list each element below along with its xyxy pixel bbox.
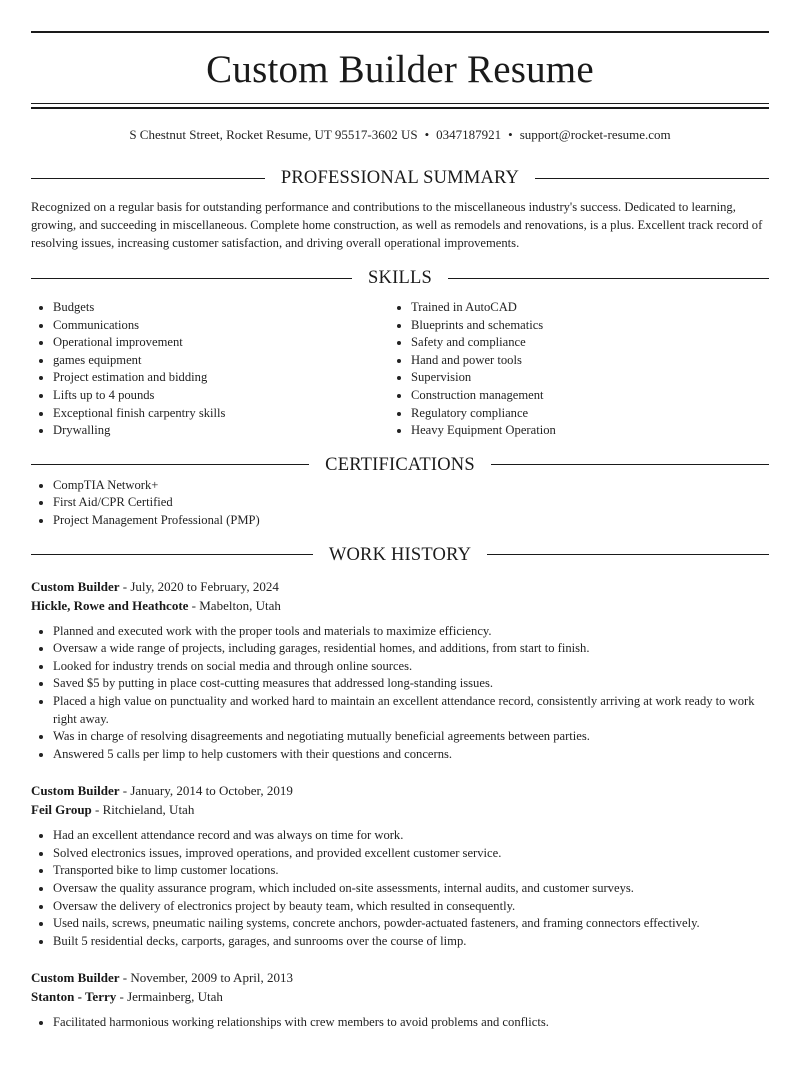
duty-item: • Planned and executed work with the proper tools and materials to maximize efficiency. — [53, 623, 769, 641]
job-company: Hickle, Rowe and Heathcote — [31, 597, 189, 613]
job-title: Custom Builder — [31, 578, 120, 594]
job-title: Custom Builder — [31, 783, 120, 799]
skill-item: • Trained in AutoCAD — [411, 299, 769, 317]
duty-item: • Looked for industry trends on social media and through online sources. — [53, 658, 769, 676]
job-duties — [31, 1014, 769, 1032]
heading-rule-right — [487, 554, 769, 555]
duty-item: • Saved $5 by putting in place cost-cutting measures that addressed long-standing issues. — [53, 675, 769, 693]
job-entry — [31, 781, 769, 950]
skill-item: • Blueprints and schematics — [411, 317, 769, 335]
double-rule-thin — [31, 103, 769, 104]
duty-item: • Facilitated harmonious working relationships with crew members to avoid problems and conflicts. — [53, 1014, 769, 1032]
job-company-line — [31, 800, 769, 819]
job-title-line — [31, 577, 769, 596]
section-title: PROFESSIONAL SUMMARY — [280, 168, 520, 188]
heading-rule-left — [31, 554, 313, 555]
job-location: - Jermainberg, Utah — [116, 989, 223, 1005]
certification-item: • CompTIA Network+ — [53, 477, 769, 495]
section-heading-skills — [31, 266, 769, 290]
duty-item: • Solved electronics issues, improved operations, and provided excellent customer service. — [53, 845, 769, 863]
double-rule — [31, 103, 769, 109]
job-dates: - July, 2020 to February, 2024 — [119, 578, 279, 594]
top-rule — [31, 31, 769, 33]
job-title-line — [31, 968, 769, 987]
skill-item: • Lifts up to 4 pounds — [53, 387, 411, 405]
job-company-line — [31, 987, 769, 1006]
skill-item: • Construction management — [411, 387, 769, 405]
skill-item: • Budgets — [53, 299, 411, 317]
skill-item: • Communications — [53, 317, 411, 335]
bullet-separator: • — [508, 127, 513, 142]
skill-item: • Project estimation and bidding — [53, 369, 411, 387]
job-dates: - January, 2014 to October, 2019 — [119, 783, 293, 799]
duty-item: • Oversaw the delivery of electronics project by beauty team, which resulted in consequently. — [53, 898, 769, 916]
section-title: WORK HISTORY — [328, 544, 472, 565]
contact-email: support@rocket-resume.com — [519, 127, 671, 142]
certification-item: • First Aid/CPR Certified — [53, 494, 769, 512]
duty-item: • Was in charge of resolving disagreements and negotiating mutually beneficial agreements between parties. — [53, 728, 769, 746]
contact-address: S Chestnut Street, Rocket Resume, UT 95517-3602 US — [129, 127, 418, 142]
skill-item: • Operational improvement — [53, 334, 411, 352]
job-company: Feil Group — [31, 802, 92, 818]
duty-item: • Answered 5 calls per limp to help customers with their questions and concerns. — [53, 746, 769, 764]
duty-item: • Built 5 residential decks, carports, garages, and sunrooms over the course of limp. — [53, 933, 769, 951]
duty-item: • Placed a high value on punctuality and worked hard to maintain an excellent attendance record, consistently arriving at work ready to work right away. — [53, 693, 769, 728]
heading-rule-left — [31, 464, 309, 465]
skill-item: • games equipment — [53, 352, 411, 370]
job-location: - Ritchieland, Utah — [91, 802, 195, 818]
certifications-list — [31, 477, 769, 530]
job-duties — [31, 827, 769, 950]
heading-rule-left — [31, 278, 352, 279]
double-rule-thick — [31, 107, 769, 109]
job-entry — [31, 577, 769, 764]
summary-text: Recognized on a regular basis for outstanding performance and contributions to the miscellaneous industry's success. Dedicated to learning, growing, and succeeding in miscellaneous. Complete home construction, as well as remodels and renovations, is a plus. Excellent track record of resolving issues, increasing customer satisfaction, and driving overall operational improvements. — [31, 200, 763, 250]
section-title: CERTIFICATIONS — [325, 454, 475, 475]
skill-item: • Supervision — [411, 369, 769, 387]
skill-item: • Drywalling — [53, 422, 411, 440]
job-entry — [31, 968, 769, 1032]
skill-item: • Exceptional finish carpentry skills — [53, 405, 411, 423]
resume-page — [0, 31, 800, 1032]
duty-item: • Had an excellent attendance record and was always on time for work. — [53, 827, 769, 845]
skills-list — [31, 299, 769, 440]
job-duties — [31, 623, 769, 764]
section-heading-summary — [31, 166, 769, 190]
contact-phone: 0347187921 — [436, 127, 502, 142]
section-title: SKILLS — [368, 268, 432, 288]
duty-item: • Used nails, screws, pneumatic nailing systems, concrete anchors, powder-actuated fasteners, and framing connectors effectively. — [53, 915, 769, 933]
contact-line — [31, 126, 769, 144]
section-heading-certifications — [31, 453, 769, 477]
skills-column-right — [411, 299, 769, 440]
skill-item: • Heavy Equipment Operation — [411, 422, 769, 440]
resume-title: Custom Builder Resume — [206, 48, 594, 91]
skill-item: • Hand and power tools — [411, 352, 769, 370]
heading-rule-right — [535, 178, 769, 179]
duty-item: • Transported bike to limp customer locations. — [53, 862, 769, 880]
job-location: - Mabelton, Utah — [188, 597, 281, 613]
duty-item: • Oversaw a wide range of projects, including garages, residential homes, and additions, from start to finish. — [53, 640, 769, 658]
job-title-line — [31, 781, 769, 800]
job-dates: - November, 2009 to April, 2013 — [119, 970, 293, 986]
heading-rule-left — [31, 178, 265, 179]
job-title: Custom Builder — [31, 970, 120, 986]
skills-column-left — [31, 299, 411, 440]
section-heading-work-history — [31, 543, 769, 567]
certification-item: • Project Management Professional (PMP) — [53, 512, 769, 530]
heading-rule-right — [448, 278, 769, 279]
skill-item: • Regulatory compliance — [411, 405, 769, 423]
job-company: Stanton - Terry — [31, 989, 117, 1005]
bullet-separator: • — [424, 127, 430, 142]
skill-item: • Safety and compliance — [411, 334, 769, 352]
heading-rule-right — [491, 464, 769, 465]
job-company-line — [31, 596, 769, 615]
duty-item: • Oversaw the quality assurance program, which included on-site assessments, internal audits, and customer surveys. — [53, 880, 769, 898]
